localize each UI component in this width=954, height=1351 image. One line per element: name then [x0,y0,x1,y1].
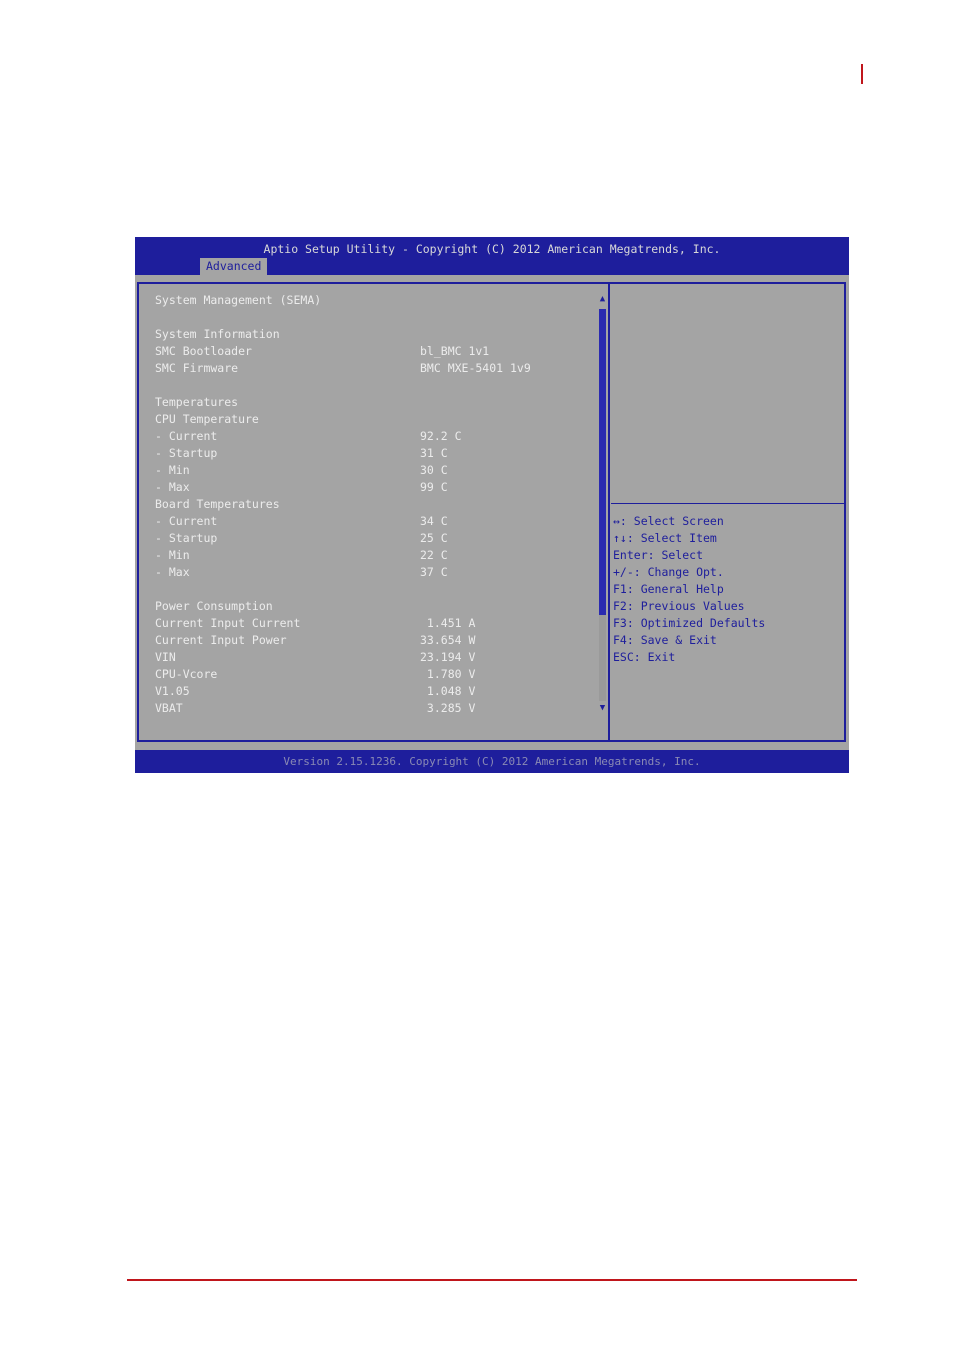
setting-value: 37 C [420,565,448,579]
setting-value: 22 C [420,548,448,562]
tab-advanced[interactable]: Advanced [200,258,267,275]
setting-label: VIN [155,650,176,664]
setting-value: 23.194 V [420,650,476,664]
setting-row [155,632,585,649]
setting-value: 30 C [420,463,448,477]
bios-footer [135,750,849,773]
setting-label: SMC Bootloader [155,344,252,358]
help-item: ESC: Exit [613,650,676,664]
setting-value: 31 C [420,446,448,460]
setting-row [155,496,585,513]
setting-row [155,513,585,530]
setting-row [155,445,585,462]
bios-screenshot [135,237,849,773]
setting-label: VBAT [155,701,183,715]
setting-row [155,615,585,632]
setting-label: CPU-Vcore [155,667,218,681]
setting-row [155,547,585,564]
setting-label: - Current [155,429,218,443]
setting-row [155,428,585,445]
setting-value: 3.285 V [420,701,476,715]
setting-label: - Max [155,480,190,494]
setting-value: bl_BMC 1v1 [420,344,490,358]
setting-label: System Management (SEMA) [155,293,322,307]
setting-row [155,564,585,581]
setting-label: Current Input Current [155,616,301,630]
bios-header [135,237,849,275]
setting-row [155,377,585,394]
setting-value: 92.2 C [420,429,462,443]
footer-version: Version 2.15.1236. Copyright (C) 2012 American Megatrends, Inc. [283,755,701,768]
panel-divider [608,283,610,742]
setting-label: - Current [155,514,218,528]
setting-label: Power Consumption [155,599,273,613]
help-item: F4: Save & Exit [613,633,717,647]
setting-row [155,479,585,496]
settings-list [155,292,585,717]
scrollbar-thumb[interactable] [599,309,606,615]
setting-value: 99 C [420,480,448,494]
setting-row [155,326,585,343]
setting-label: CPU Temperature [155,412,259,426]
help-item: ↔: Select Screen [613,514,724,528]
page-marker [861,64,863,84]
scroll-down-arrow-icon[interactable]: ▼ [599,703,606,713]
setting-label: - Min [155,548,190,562]
setting-label: V1.05 [155,684,190,698]
page-footer-rule [127,1279,857,1281]
help-panel [613,513,765,666]
setting-label: Temperatures [155,395,239,409]
setting-label: Board Temperatures [155,497,280,511]
setting-row [155,343,585,360]
setting-row [155,462,585,479]
help-item: +/-: Change Opt. [613,565,724,579]
setting-row [155,394,585,411]
help-item: Enter: Select [613,548,704,562]
setting-row [155,581,585,598]
setting-row [155,411,585,428]
setting-row [155,700,585,717]
setting-row [155,292,585,309]
setting-value: 1.780 V [420,667,476,681]
setting-row [155,666,585,683]
setting-value: 25 C [420,531,448,545]
bios-title: Aptio Setup Utility - Copyright (C) 2012 American Megatrends, Inc. [263,242,721,256]
help-item: F3: Optimized Defaults [613,616,766,630]
help-item: F1: General Help [613,582,724,596]
setting-row [155,683,585,700]
setting-label: SMC Firmware [155,361,239,375]
setting-value: 34 C [420,514,448,528]
help-item: F2: Previous Values [613,599,745,613]
setting-value: 1.048 V [420,684,476,698]
scroll-up-arrow-icon[interactable]: ▲ [599,294,606,304]
setting-row [155,598,585,615]
setting-row [155,360,585,377]
setting-row [155,649,585,666]
setting-row [155,309,585,326]
setting-row [155,530,585,547]
setting-label: - Min [155,463,190,477]
setting-label: System Information [155,327,280,341]
setting-label: - Max [155,565,190,579]
setting-label: - Startup [155,446,218,460]
setting-label: - Startup [155,531,218,545]
setting-value: 33.654 W [420,633,476,647]
setting-value: 1.451 A [420,616,476,630]
setting-value: BMC MXE-5401 1v9 [420,361,531,375]
help-item: ↑↓: Select Item [613,531,717,545]
help-divider [611,503,844,504]
setting-label: Current Input Power [155,633,287,647]
